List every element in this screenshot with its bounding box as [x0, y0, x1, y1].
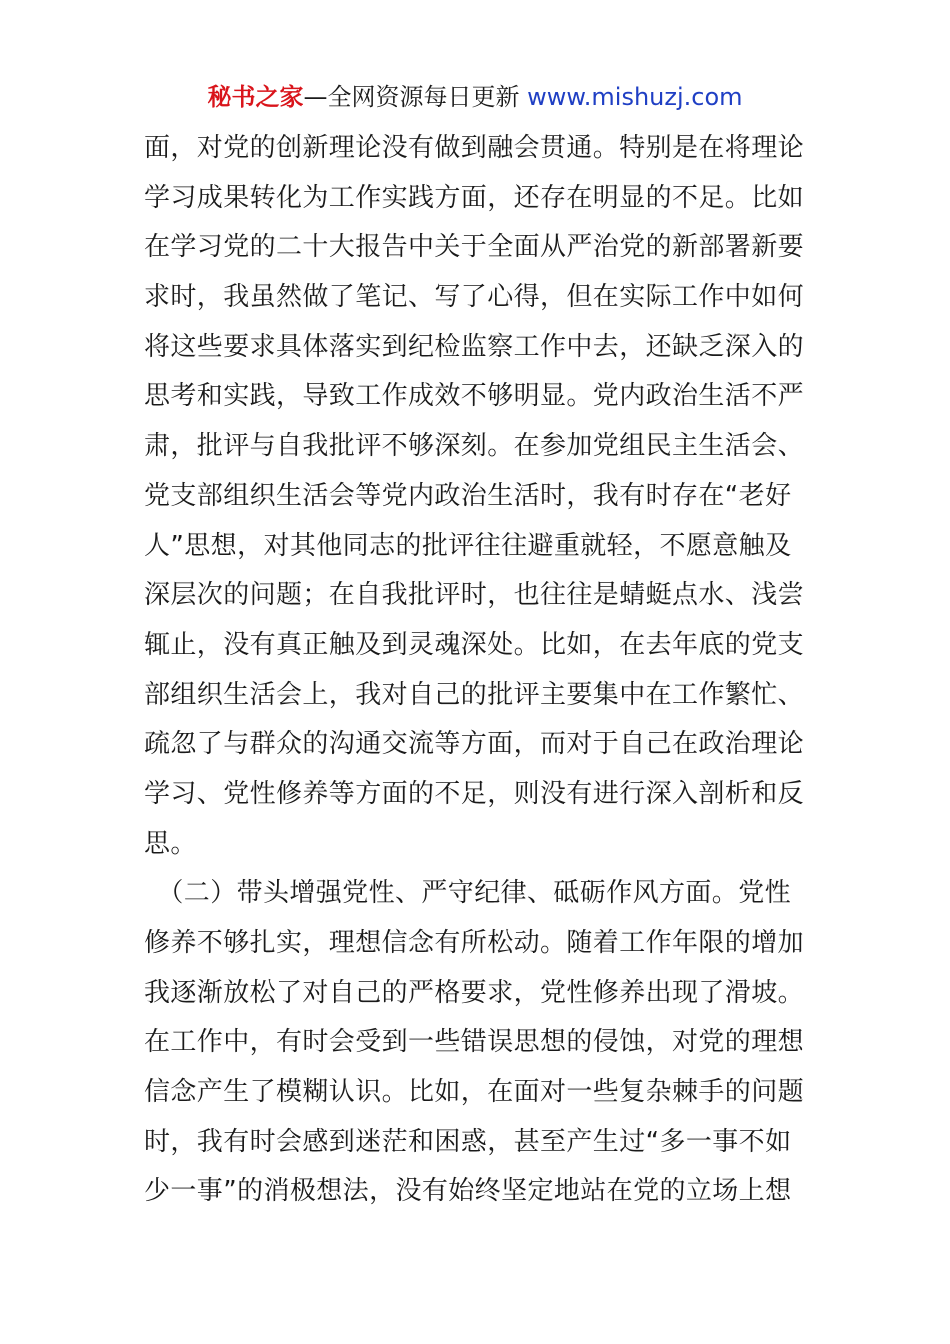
text-line: 学习、党性修养等方面的不足，则没有进行深入剖析和反 — [144, 778, 805, 809]
text-line: 部组织生活会上，我对自己的批评主要集中在工作繁忙、 — [144, 679, 805, 710]
text-line: 辄止，没有真正触及到灵魂深处。比如，在去年底的党支 — [144, 629, 805, 660]
text-line: 我逐渐放松了对自己的严格要求，党性修养出现了滑坡。 — [144, 977, 805, 1008]
text-line: 面，对党的创新理论没有做到融会贯通。特别是在将理论 — [144, 133, 805, 163]
text-line: 在工作中，有时会受到一些错误思想的侵蚀，对党的理想 — [144, 1027, 805, 1058]
text-line: 人”思想，对其他同志的批评往往避重就轻，不愿意触及 — [144, 530, 792, 561]
text-line: 思。 — [144, 828, 197, 859]
text-line: 在学习党的二十大报告中关于全面从严治党的新部署新要 — [144, 232, 805, 263]
text-line: 将这些要求具体落实到纪检监察工作中去，还缺乏深入的 — [144, 331, 805, 362]
text-line: 求时，我虽然做了笔记、写了心得，但在实际工作中如何 — [144, 282, 805, 313]
header-tagline: —全网资源每日更新 — [303, 83, 528, 111]
section-heading-line: （二）带头增强党性、严守纪律、砥砺作风方面。党性 — [144, 878, 792, 909]
text-line: 思考和实践，导致工作成效不够明显。党内政治生活不严 — [144, 381, 805, 412]
text-line: 学习成果转化为工作实践方面，还存在明显的不足。比如 — [144, 182, 805, 213]
text-line: 修养不够扎实，理想信念有所松动。随着工作年限的增加 — [144, 928, 805, 958]
document-body — [144, 124, 808, 1217]
text-line: 党支部组织生活会等党内政治生活时，我有时存在“老好 — [144, 480, 792, 511]
text-line: 信念产生了模糊认识。比如，在面对一些复杂棘手的问题 — [144, 1077, 805, 1108]
text-line: 时，我有时会感到迷茫和困惑，甚至产生过“多一事不如 — [144, 1126, 792, 1157]
page-header — [0, 80, 950, 114]
text-line: 深层次的问题；在自我批评时，也往往是蜻蜓点水、浅尝 — [144, 580, 805, 611]
site-url[interactable]: www.mishuzj.com — [527, 83, 743, 111]
text-line: 肃，批评与自我批评不够深刻。在参加党组民主生活会、 — [144, 431, 805, 462]
text-line: 疏忽了与群众的沟通交流等方面，而对于自己在政治理论 — [144, 729, 805, 760]
text-line: 少一事”的消极想法，没有始终坚定地站在党的立场上想 — [144, 1176, 792, 1207]
brand-name: 秘书之家 — [207, 83, 304, 111]
